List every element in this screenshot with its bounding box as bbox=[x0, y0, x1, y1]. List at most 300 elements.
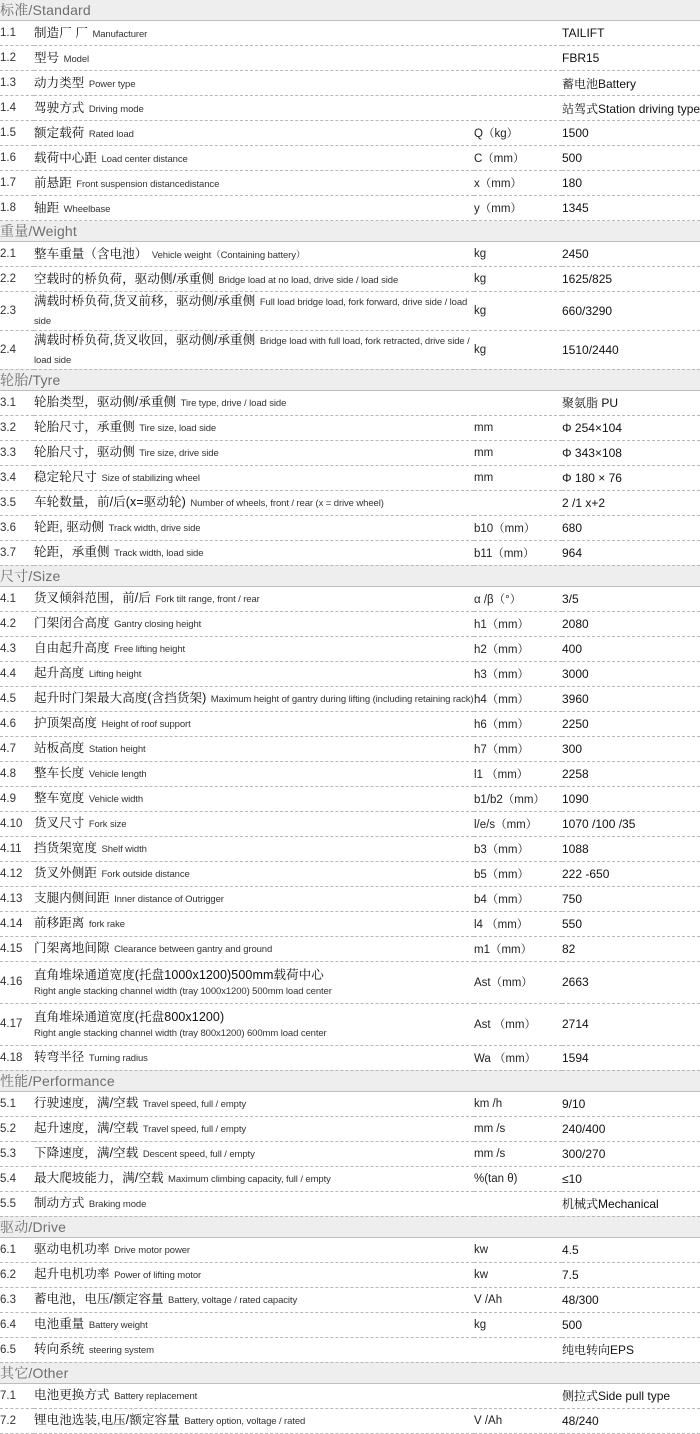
spec-row-value: 400 bbox=[562, 636, 700, 661]
description-en: Height of roof support bbox=[101, 719, 191, 731]
spec-row-value: 2663 bbox=[562, 961, 700, 1003]
spec-row-number: 4.11 bbox=[0, 836, 34, 861]
spec-row-value: 机械式Mechanical bbox=[562, 1191, 700, 1216]
spec-row-value: 2258 bbox=[562, 761, 700, 786]
spec-row-value: 1500 bbox=[562, 121, 700, 146]
spec-row bbox=[0, 96, 700, 121]
spec-row-unit bbox=[474, 71, 562, 96]
spec-row-number: 4.5 bbox=[0, 686, 34, 711]
spec-row-number: 3.4 bbox=[0, 465, 34, 490]
spec-row-unit: h4（mm） bbox=[474, 686, 562, 711]
spec-row-number: 3.7 bbox=[0, 540, 34, 565]
description-cn: 起升高度 bbox=[34, 666, 85, 681]
description-en: Shelf width bbox=[101, 844, 147, 856]
description-cn: 门架闭合高度 bbox=[34, 616, 110, 631]
spec-row-description bbox=[34, 686, 474, 711]
description-cn: 制造厂 厂 bbox=[34, 25, 88, 40]
description-cn: 满载时桥负荷,货叉前移，驱动侧/承重侧 bbox=[34, 294, 256, 308]
spec-row-description bbox=[34, 786, 474, 811]
spec-row-unit bbox=[474, 1383, 562, 1408]
section-header-row bbox=[0, 1070, 700, 1091]
spec-row-value: 1070 /100 /35 bbox=[562, 811, 700, 836]
description-cn: 稳定轮尺寸 bbox=[34, 470, 98, 485]
description-en: Descent speed, full / empty bbox=[142, 1149, 255, 1161]
spec-row-description bbox=[34, 1091, 474, 1116]
spec-row-unit: kg bbox=[474, 267, 562, 292]
section-title: 标准/Standard bbox=[0, 0, 700, 21]
spec-row-description bbox=[34, 1237, 474, 1262]
spec-row bbox=[0, 711, 700, 736]
spec-row bbox=[0, 515, 700, 540]
spec-row-value: 2714 bbox=[562, 1003, 700, 1045]
spec-row-unit bbox=[474, 1191, 562, 1216]
spec-row-unit: y（mm） bbox=[474, 196, 562, 221]
spec-row-description bbox=[34, 540, 474, 565]
description-en: Maximum climbing capacity, full / empty bbox=[168, 1174, 331, 1186]
spec-row-unit bbox=[474, 46, 562, 71]
description-cn: 挡货架宽度 bbox=[34, 841, 98, 856]
spec-row-unit: mm bbox=[474, 440, 562, 465]
description-en: Lifting height bbox=[88, 669, 142, 681]
description-en: Load center distance bbox=[101, 153, 188, 165]
spec-row bbox=[0, 1166, 700, 1191]
description-en: Tire type, drive / load side bbox=[180, 398, 287, 410]
description-cn: 护顶架高度 bbox=[34, 716, 98, 731]
spec-row-value: 2080 bbox=[562, 611, 700, 636]
spec-row bbox=[0, 196, 700, 221]
spec-row-number: 4.18 bbox=[0, 1045, 34, 1070]
spec-row-description bbox=[34, 121, 474, 146]
description-en: Battery weight bbox=[88, 1320, 148, 1332]
spec-row bbox=[0, 465, 700, 490]
spec-row-description bbox=[34, 440, 474, 465]
spec-row-description bbox=[34, 961, 474, 1003]
spec-row-unit: l/e/s（mm） bbox=[474, 811, 562, 836]
spec-row-description bbox=[34, 586, 474, 611]
spec-row-value: 1088 bbox=[562, 836, 700, 861]
spec-row-value: 240/400 bbox=[562, 1116, 700, 1141]
spec-row-value: TAILIFT bbox=[562, 21, 700, 46]
description-en: Tire size, drive side bbox=[139, 448, 219, 460]
spec-row-value: 1345 bbox=[562, 196, 700, 221]
description-en: Vehicle length bbox=[88, 769, 147, 781]
description-cn: 起升速度，满/空载 bbox=[34, 1121, 139, 1136]
description-en: Inner distance of Outrigger bbox=[114, 894, 224, 906]
spec-row-number: 4.6 bbox=[0, 711, 34, 736]
spec-row-description bbox=[34, 1191, 474, 1216]
spec-row bbox=[0, 390, 700, 415]
section-title: 性能/Performance bbox=[0, 1070, 700, 1091]
spec-row-description bbox=[34, 711, 474, 736]
description-en: Fork size bbox=[88, 819, 127, 831]
spec-row bbox=[0, 1091, 700, 1116]
spec-row-value: 300/270 bbox=[562, 1141, 700, 1166]
description-cn: 驱动电机功率 bbox=[34, 1242, 110, 1257]
spec-row bbox=[0, 242, 700, 267]
spec-row bbox=[0, 911, 700, 936]
spec-row bbox=[0, 661, 700, 686]
spec-row-number: 4.15 bbox=[0, 936, 34, 961]
spec-row-description bbox=[34, 1312, 474, 1337]
spec-row-unit: kg bbox=[474, 330, 562, 369]
spec-row bbox=[0, 1191, 700, 1216]
spec-row-description bbox=[34, 911, 474, 936]
spec-row-value: 222 -650 bbox=[562, 861, 700, 886]
spec-row-description bbox=[34, 1383, 474, 1408]
description-cn: 型号 bbox=[34, 50, 60, 65]
description-cn: 下降速度，满/空载 bbox=[34, 1146, 139, 1161]
description-en: Gantry closing height bbox=[114, 619, 202, 631]
section-header-row bbox=[0, 565, 700, 586]
section-header-row bbox=[0, 1362, 700, 1383]
description-en: Battery option, voltage / rated bbox=[184, 1416, 306, 1428]
spec-row-value: 1625/825 bbox=[562, 267, 700, 292]
spec-row-description bbox=[34, 661, 474, 686]
description-cn: 最大爬坡能力，满/空载 bbox=[34, 1171, 164, 1186]
spec-row-description bbox=[34, 96, 474, 121]
spec-row bbox=[0, 292, 700, 331]
description-cn: 轴距 bbox=[34, 200, 60, 215]
description-en: Right angle stacking channel width (tray 1000x1200) 500mm load center bbox=[34, 986, 332, 998]
spec-row-unit: kg bbox=[474, 242, 562, 267]
spec-row-number: 4.2 bbox=[0, 611, 34, 636]
spec-row bbox=[0, 761, 700, 786]
description-cn: 轮距，承重侧 bbox=[34, 545, 110, 560]
spec-row-unit: km /h bbox=[474, 1091, 562, 1116]
description-cn: 载荷中心距 bbox=[34, 150, 98, 165]
spec-row-value: FBR15 bbox=[562, 46, 700, 71]
description-cn: 轮胎类型，驱动侧/承重侧 bbox=[34, 395, 177, 410]
spec-row bbox=[0, 490, 700, 515]
description-en: Wheelbase bbox=[63, 203, 111, 215]
spec-row-unit: mm /s bbox=[474, 1116, 562, 1141]
spec-row-number: 6.4 bbox=[0, 1312, 34, 1337]
spec-row-number: 2.2 bbox=[0, 267, 34, 292]
description-cn: 空载时的桥负荷，驱动侧/承重侧 bbox=[34, 271, 214, 286]
description-en: Front suspension distancedistance bbox=[76, 178, 220, 190]
spec-row-unit: Q（kg） bbox=[474, 121, 562, 146]
spec-row-number: 6.2 bbox=[0, 1262, 34, 1287]
spec-row bbox=[0, 686, 700, 711]
description-en: Power of lifting motor bbox=[114, 1270, 202, 1282]
description-en: Braking mode bbox=[88, 1199, 147, 1211]
spec-row bbox=[0, 636, 700, 661]
spec-row-number: 1.6 bbox=[0, 146, 34, 171]
description-cn: 货叉尺寸 bbox=[34, 816, 85, 831]
spec-row bbox=[0, 330, 700, 369]
spec-row bbox=[0, 1141, 700, 1166]
spec-row-number: 3.5 bbox=[0, 490, 34, 515]
spec-row bbox=[0, 961, 700, 1003]
spec-row-description bbox=[34, 1003, 474, 1045]
spec-row-value: Φ 180 × 76 bbox=[562, 465, 700, 490]
spec-row-unit: l4 （mm） bbox=[474, 911, 562, 936]
spec-row-description bbox=[34, 886, 474, 911]
spec-row-number: 4.7 bbox=[0, 736, 34, 761]
description-en: Fork outside distance bbox=[101, 869, 190, 881]
spec-row-description bbox=[34, 1262, 474, 1287]
description-en: Bridge load with full load, fork retracted, drive side / load side bbox=[34, 335, 470, 366]
spec-row-number: 4.8 bbox=[0, 761, 34, 786]
description-en: Vehicle weight（Containing battery） bbox=[151, 249, 306, 261]
spec-row bbox=[0, 861, 700, 886]
spec-row bbox=[0, 121, 700, 146]
spec-row-unit: m1（mm） bbox=[474, 936, 562, 961]
spec-row-number: 1.8 bbox=[0, 196, 34, 221]
spec-row-description bbox=[34, 415, 474, 440]
spec-row-unit: b5（mm） bbox=[474, 861, 562, 886]
spec-row-description bbox=[34, 1408, 474, 1433]
spec-row-unit: Wa （mm） bbox=[474, 1045, 562, 1070]
spec-row-number: 1.3 bbox=[0, 71, 34, 96]
section-title: 其它/Other bbox=[0, 1362, 700, 1383]
description-cn: 前悬距 bbox=[34, 175, 72, 190]
spec-row-value: Φ 254×104 bbox=[562, 415, 700, 440]
spec-row-description bbox=[34, 836, 474, 861]
description-en: Track width, load side bbox=[114, 548, 204, 560]
spec-row-description bbox=[34, 1166, 474, 1191]
description-cn: 直角堆垛通道宽度(托盘800x1200) bbox=[34, 1010, 225, 1025]
description-cn: 转弯半径 bbox=[34, 1050, 85, 1065]
description-en: Battery replacement bbox=[114, 1391, 198, 1403]
spec-row-unit: C（mm） bbox=[474, 146, 562, 171]
spec-row-unit: Ast（mm） bbox=[474, 961, 562, 1003]
spec-row bbox=[0, 886, 700, 911]
description-en: steering system bbox=[88, 1345, 154, 1357]
spec-row-unit: h3（mm） bbox=[474, 661, 562, 686]
spec-row-description bbox=[34, 242, 474, 267]
description-en: Right angle stacking channel width (tray 800x1200) 600mm load center bbox=[34, 1028, 327, 1040]
section-title: 尺寸/Size bbox=[0, 565, 700, 586]
description-en: Fork tilt range, front / rear bbox=[155, 594, 260, 606]
spec-row-value: 3000 bbox=[562, 661, 700, 686]
description-cn: 直角堆垛通道宽度(托盘1000x1200)500mm载荷中心 bbox=[34, 968, 324, 983]
description-cn: 电池重量 bbox=[34, 1317, 85, 1332]
spec-row-unit bbox=[474, 490, 562, 515]
spec-row-number: 6.5 bbox=[0, 1337, 34, 1362]
spec-row bbox=[0, 611, 700, 636]
spec-row-unit: Ast （mm） bbox=[474, 1003, 562, 1045]
description-en: Station height bbox=[88, 744, 146, 756]
spec-row-value: 48/300 bbox=[562, 1287, 700, 1312]
spec-row bbox=[0, 1383, 700, 1408]
spec-row-unit: mm bbox=[474, 465, 562, 490]
spec-row-value: 1594 bbox=[562, 1045, 700, 1070]
spec-row-unit: V /Ah bbox=[474, 1408, 562, 1433]
spec-row-number: 5.1 bbox=[0, 1091, 34, 1116]
description-en: Bridge load at no load, drive side / load side bbox=[218, 274, 399, 286]
spec-row-unit bbox=[474, 96, 562, 121]
description-cn: 站板高度 bbox=[34, 741, 85, 756]
spec-row-unit: b1/b2（mm） bbox=[474, 786, 562, 811]
spec-row-value: 82 bbox=[562, 936, 700, 961]
spec-row-number: 1.4 bbox=[0, 96, 34, 121]
description-cn: 驾驶方式 bbox=[34, 100, 85, 115]
spec-row bbox=[0, 540, 700, 565]
spec-row-description bbox=[34, 761, 474, 786]
description-cn: 转向系统 bbox=[34, 1342, 85, 1357]
spec-row-value: Φ 343×108 bbox=[562, 440, 700, 465]
spec-row-unit: l1 （mm） bbox=[474, 761, 562, 786]
spec-row-number: 5.5 bbox=[0, 1191, 34, 1216]
spec-row-number: 3.2 bbox=[0, 415, 34, 440]
spec-row bbox=[0, 1262, 700, 1287]
spec-row-value: 4.5 bbox=[562, 1237, 700, 1262]
description-cn: 轮胎尺寸，驱动侧 bbox=[34, 445, 135, 460]
spec-row-number: 2.1 bbox=[0, 242, 34, 267]
section-title: 重量/Weight bbox=[0, 221, 700, 242]
spec-row-number: 4.13 bbox=[0, 886, 34, 911]
spec-row-number: 3.3 bbox=[0, 440, 34, 465]
spec-row-unit: kg bbox=[474, 292, 562, 331]
description-cn: 锂电池选装,电压/额定容量 bbox=[34, 1413, 180, 1428]
spec-row bbox=[0, 440, 700, 465]
spec-row-description bbox=[34, 1141, 474, 1166]
spec-row bbox=[0, 1003, 700, 1045]
spec-row-value: 7.5 bbox=[562, 1262, 700, 1287]
section-title: 轮胎/Tyre bbox=[0, 369, 700, 390]
section-header-row bbox=[0, 369, 700, 390]
description-en: Vehicle width bbox=[88, 794, 144, 806]
spec-row-number: 5.2 bbox=[0, 1116, 34, 1141]
spec-row-value: 2 /1 x+2 bbox=[562, 490, 700, 515]
spec-row-unit: kw bbox=[474, 1262, 562, 1287]
spec-row-value: 680 bbox=[562, 515, 700, 540]
description-cn: 动力类型 bbox=[34, 75, 85, 90]
spec-row-description bbox=[34, 861, 474, 886]
description-en: Number of wheels, front / rear (x = drive wheel) bbox=[190, 498, 384, 510]
spec-row-description bbox=[34, 736, 474, 761]
spec-row-value: 500 bbox=[562, 1312, 700, 1337]
spec-row-number: 3.6 bbox=[0, 515, 34, 540]
spec-row-number: 3.1 bbox=[0, 390, 34, 415]
spec-row-description bbox=[34, 292, 474, 331]
spec-row-number: 5.4 bbox=[0, 1166, 34, 1191]
spec-row bbox=[0, 46, 700, 71]
description-cn: 额定载荷 bbox=[34, 125, 85, 140]
spec-row-number: 1.5 bbox=[0, 121, 34, 146]
spec-row-unit: α /β（°） bbox=[474, 586, 562, 611]
spec-row-value: 蓄电池Battery bbox=[562, 71, 700, 96]
description-en: Track width, drive side bbox=[108, 523, 201, 535]
spec-row-description bbox=[34, 171, 474, 196]
spec-row-description bbox=[34, 515, 474, 540]
spec-row-unit: b3（mm） bbox=[474, 836, 562, 861]
spec-row-unit: b10（mm） bbox=[474, 515, 562, 540]
spec-row-description bbox=[34, 936, 474, 961]
description-en: Clearance between gantry and ground bbox=[114, 944, 273, 956]
spec-row-description bbox=[34, 21, 474, 46]
description-cn: 起升时门架最大高度(含挡货架) bbox=[34, 691, 207, 706]
spec-row-unit: b4（mm） bbox=[474, 886, 562, 911]
description-cn: 轮距, 驱动侧 bbox=[34, 520, 105, 535]
spec-row-description bbox=[34, 71, 474, 96]
spec-row bbox=[0, 811, 700, 836]
spec-row-description bbox=[34, 490, 474, 515]
description-cn: 电池更换方式 bbox=[34, 1388, 110, 1403]
spec-row-value: 3960 bbox=[562, 686, 700, 711]
spec-row-number: 7.2 bbox=[0, 1408, 34, 1433]
spec-row-number: 2.4 bbox=[0, 330, 34, 369]
spec-row-number: 4.14 bbox=[0, 911, 34, 936]
description-cn: 门架离地间隙 bbox=[34, 941, 110, 956]
spec-row-value: 聚氨脂 PU bbox=[562, 390, 700, 415]
spec-row-value: 9/10 bbox=[562, 1091, 700, 1116]
description-en: Tire size, load side bbox=[139, 423, 217, 435]
spec-row-number: 6.3 bbox=[0, 1287, 34, 1312]
spec-row bbox=[0, 1045, 700, 1070]
spec-row-number: 4.12 bbox=[0, 861, 34, 886]
description-en: Turning radius bbox=[88, 1053, 148, 1065]
spec-row-number: 1.1 bbox=[0, 21, 34, 46]
description-cn: 自由起升高度 bbox=[34, 641, 110, 656]
spec-row bbox=[0, 586, 700, 611]
spec-row bbox=[0, 146, 700, 171]
spec-row-description bbox=[34, 811, 474, 836]
description-en: Free lifting height bbox=[114, 644, 186, 656]
spec-row-value: 3/5 bbox=[562, 586, 700, 611]
description-en: Rated load bbox=[88, 128, 134, 140]
spec-row-description bbox=[34, 146, 474, 171]
description-en: Full load bridge load, fork forward, drive side / load side bbox=[34, 297, 468, 327]
spec-row-value: 300 bbox=[562, 736, 700, 761]
spec-row-number: 4.3 bbox=[0, 636, 34, 661]
description-en: Driving mode bbox=[88, 103, 144, 115]
spec-row bbox=[0, 1116, 700, 1141]
spec-row-number: 4.9 bbox=[0, 786, 34, 811]
spec-row bbox=[0, 71, 700, 96]
spec-row bbox=[0, 21, 700, 46]
description-cn: 蓄电池，电压/额定容量 bbox=[34, 1292, 164, 1307]
spec-row-description bbox=[34, 611, 474, 636]
spec-row-value: 2450 bbox=[562, 242, 700, 267]
description-cn: 起升电机功率 bbox=[34, 1267, 110, 1282]
spec-row-unit: h6（mm） bbox=[474, 711, 562, 736]
spec-row-unit: %(tan θ) bbox=[474, 1166, 562, 1191]
spec-row-value: 站驾式Station driving type bbox=[562, 96, 700, 121]
spec-row-description bbox=[34, 1116, 474, 1141]
spec-row-value: 964 bbox=[562, 540, 700, 565]
description-cn: 货叉倾斜范围，前/后 bbox=[34, 591, 151, 606]
spec-row-value: 侧拉式Side pull type bbox=[562, 1383, 700, 1408]
section-header-row bbox=[0, 0, 700, 21]
description-cn: 货叉外侧距 bbox=[34, 866, 98, 881]
spec-row-unit: h2（mm） bbox=[474, 636, 562, 661]
spec-row bbox=[0, 171, 700, 196]
description-en: Drive motor power bbox=[114, 1245, 190, 1257]
description-en: fork rake bbox=[88, 919, 125, 931]
spec-row-number: 7.1 bbox=[0, 1383, 34, 1408]
spec-row-unit: h1（mm） bbox=[474, 611, 562, 636]
description-en: Size of stabilizing wheel bbox=[101, 473, 200, 485]
spec-row bbox=[0, 936, 700, 961]
description-en: Manufacturer bbox=[92, 28, 148, 40]
spec-row-value: 500 bbox=[562, 146, 700, 171]
section-title: 驱动/Drive bbox=[0, 1216, 700, 1237]
section-header-row bbox=[0, 1216, 700, 1237]
spec-row-number: 4.1 bbox=[0, 586, 34, 611]
spec-row-value: 750 bbox=[562, 886, 700, 911]
spec-row-description bbox=[34, 390, 474, 415]
spec-row-number: 1.2 bbox=[0, 46, 34, 71]
spec-row-unit: x（mm） bbox=[474, 171, 562, 196]
spec-row-unit: b11（mm） bbox=[474, 540, 562, 565]
description-en: Power type bbox=[88, 78, 136, 90]
spec-row bbox=[0, 1237, 700, 1262]
description-en: Battery, voltage / rated capacity bbox=[168, 1295, 298, 1307]
spec-row-description bbox=[34, 636, 474, 661]
spec-row bbox=[0, 267, 700, 292]
